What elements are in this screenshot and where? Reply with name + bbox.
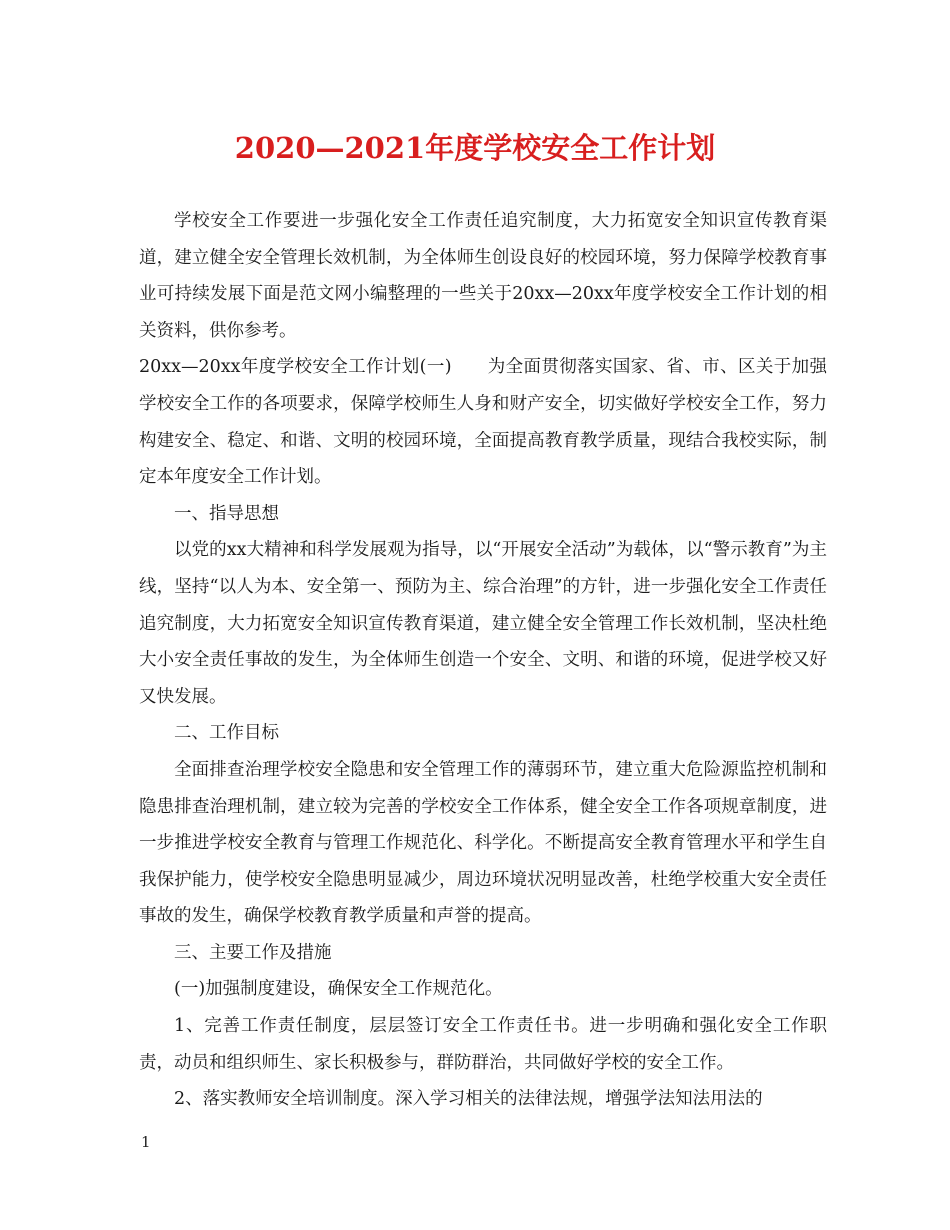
- subheading-system-building: (一)加强制度建设，确保安全工作规范化。: [174, 979, 503, 1000]
- list-item-responsibility: 1、完善工作责任制度，层层签订安全工作责任书。进一步明确和强化安全工作职责，动员和组织师生、家长积极参与，群防群治，共同做好学校的安全工作。: [139, 1016, 827, 1073]
- paragraph-plan-one: 20xx—20xx年度学校安全工作计划(一) 为全面贯彻落实国家、省、市、区关于加强学校安全工作的各项要求，保障学校师生人身和财产安全，切实做好学校安全工作，努力构建安全、稳定、和谐、文明的校园环境，全面提高教育教学质量，现结合我校实际，制定本年度安全工作计划。: [139, 357, 827, 488]
- page-number: 1: [141, 1133, 151, 1151]
- document-body: [139, 203, 827, 1118]
- paragraph-guiding-ideology: 以党的xx大精神和科学发展观为指导，以“开展安全活动”为载体，以“警示教育”为主线，坚持“以人为本、安全第一、预防为主、综合治理”的方针，进一步强化安全工作责任追究制度，大力拓宽安全知识宣传教育渠道，建立健全安全管理工作长效机制，坚决杜绝大小安全责任事故的发生，为全体师生创造一个安全、文明、和谐的环境，促进学校又好又快发展。: [139, 540, 827, 707]
- list-item-training: 2、落实教师安全培训制度。深入学习相关的法律法规，增强学法知法用法的: [174, 1089, 763, 1110]
- paragraph-work-goals: 全面排查治理学校安全隐患和安全管理工作的薄弱环节，建立重大危险源监控机制和隐患排查治理机制，建立较为完善的学校安全工作体系，健全安全工作各项规章制度，进一步推进学校安全教育与管理工作规范化、科学化。不断提高安全教育管理水平和学生自我保护能力，使学校安全隐患明显减少，周边环境状况明显改善，杜绝学校重大安全责任事故的发生，确保学校教育教学质量和声誉的提高。: [139, 759, 827, 927]
- page-title: 2020—2021年度学校安全工作计划: [234, 131, 716, 165]
- paragraph-intro: 学校安全工作要进一步强化安全工作责任追究制度，大力拓宽安全知识宣传教育渠道，建立健全安全管理长效机制，为全体师生创设良好的校园环境，努力保障学校教育事业可持续发展下面是范文网小编整理的一些关于20xx—20xx年度学校安全工作计划的相关资料，供你参考。: [139, 211, 827, 341]
- heading-main-measures: 三、主要工作及措施: [174, 942, 332, 963]
- heading-work-goals: 二、工作目标: [174, 723, 279, 744]
- heading-guiding-ideology: 一、指导思想: [174, 503, 279, 524]
